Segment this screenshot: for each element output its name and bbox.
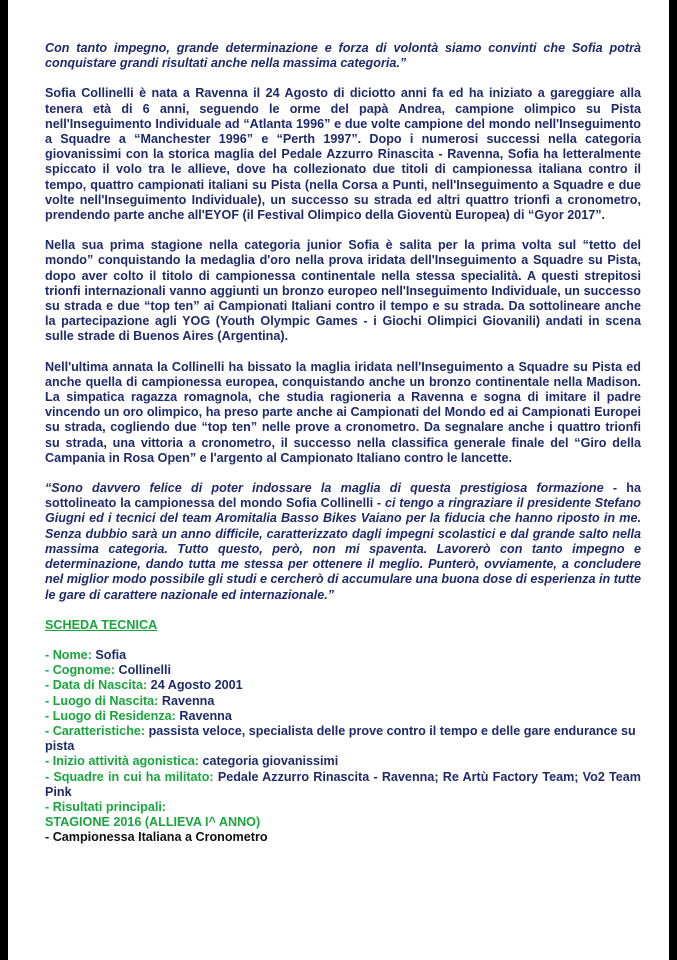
quote-part-2: ci tengo a ringraziare il presidente Stefano Giugni ed i tecnici del team Aromitalia Basso Bikes Vaiano per la fiducia che hanno riposto in me. Senza dubbio sarà un anno difficile, caratterizzato dagli impegni scolastici e dal grande salto nella massima categoria. Tutto questo, però, non mi spaventa. Lavorerò con tanto impegno e determinazione, dando tutta me stessa per ottenere il meglio. Punterò, ovviamente, a concludere nel miglior modo possibile gli studi e cercherò di accumulare una buona dose di esperienza in tutte le gare di carattere nazionale ed internazionale.” — [45, 496, 641, 602]
sheet-value: 24 Agosto 2001 — [147, 678, 243, 693]
athlete-quote — [45, 481, 641, 603]
sheet-value: passista veloce, specialista delle prove contro il tempo e delle gare endurance su pista — [45, 723, 636, 754]
sheet-label: - Inizio attività agonistica: — [45, 754, 199, 769]
sheet-label: - Caratteristiche: — [45, 723, 146, 738]
sheet-row-residence — [45, 709, 641, 724]
sheet-row-results — [45, 800, 641, 815]
paragraph-junior-season: Nella sua prima stagione nella categoria junior Sofia è salita per la prima volta sul “tetto del mondo” conquistando la medaglia d'oro nella prova iridata dell'Inseguimento a Squadre su Pista, dopo aver colto il titolo di campionessa continentale nella stessa specialità. A questi strepitosi trionfi internazionali vanno aggiunti un bronzo europeo nell'Inseguimento Individuale, un successo su strada e due “top ten” ai Campionati Italiani contro il tempo e su strada. Da sottolineare anche la partecipazione agli YOG (Youth Olympic Games - i Giochi Olimpici Giovanili) andati in scena sulle strade di Buenos Aires (Argentina). — [45, 238, 641, 344]
sheet-value: categoria giovanissimi — [198, 754, 339, 769]
sheet-row-characteristics — [45, 724, 641, 754]
technical-sheet-title: SCHEDA TECNICA — [45, 617, 158, 632]
sheet-label: - Luogo di Nascita: — [45, 693, 159, 708]
quote-attribution: ha sottolineato la campionessa del mondo Sofia Collinelli - — [45, 481, 641, 511]
sheet-label: - Data di Nascita: — [45, 678, 148, 693]
sheet-label: - Risultati principali: — [45, 799, 167, 814]
paragraph-biography: Sofia Collinelli è nata a Ravenna il 24 Agosto di diciotto anni fa ed ha iniziato a gareggiare alla tenera età di 6 anni, seguendo le orme del papà Andrea, campione olimpico su Pista nell'Inseguimento Individuale ad “Atlanta 1996” e due volte campione del mondo nell'Inseguimento a Squadre a “Manchester 1996” e “Perth 1997”. Dopo i numerosi successi nella categoria giovanissimi con la storica maglia del Pedale Azzurro Rinascita - Ravenna, Sofia ha letteralmente spiccato il volo tra le allieve, dove ha collezionato due titoli di campionessa italiana contro il tempo, quattro campionati italiani su Pista (nella Corsa a Punti, nell'Inseguimento a Squadre e due volte nell'Inseguimento Individuale), un successo su strada ed altri quattro trionfi a cronometro, prendendo parte anche all'EYOF (il Festival Olimpico della Gioventù Europea) di “Gyor 2017”. — [45, 86, 641, 223]
intro-quote-ending: Con tanto impegno, grande determinazione e forza di volontà siamo convinti che Sofia potrà conquistare grandi risultati anche nella massima categoria.” — [45, 41, 641, 71]
sheet-row-teams — [45, 770, 641, 800]
sheet-row-birthplace — [45, 694, 641, 709]
sheet-label: - Luogo di Residenza: — [45, 708, 176, 723]
sheet-row-name — [45, 648, 641, 663]
sheet-result-item: - Campionessa Italiana a Cronometro — [45, 830, 268, 845]
sheet-value: Pedale Azzurro Rinascita - Ravenna; Re Artù Factory Team; Vo2 Team Pink — [45, 769, 642, 799]
sheet-label: - Squadre in cui ha militato: — [45, 769, 214, 784]
sheet-row-start — [45, 754, 641, 769]
sheet-value: Collinelli — [114, 663, 171, 678]
document-content — [45, 41, 641, 846]
document-page — [8, 0, 669, 960]
sheet-value: Ravenna — [175, 708, 232, 723]
sheet-season-heading: STAGIONE 2016 (ALLIEVA I^ ANNO) — [45, 815, 261, 830]
technical-sheet — [45, 618, 641, 846]
sheet-value: Sofia — [91, 647, 127, 662]
sheet-value: Ravenna — [158, 693, 215, 708]
sheet-label: - Cognome: — [45, 663, 115, 678]
sheet-row-surname — [45, 663, 641, 678]
sheet-label: - Nome: — [45, 647, 92, 662]
paragraph-last-season: Nell'ultima annata la Collinelli ha bissato la maglia iridata nell'Inseguimento a Squadre su Pista ed anche quella di campionessa europea, conquistando anche un bronzo continentale nella Madison. La simpatica ragazza romagnola, che studia ragioneria a Ravenna e sogna di imitare il padre vincendo un oro olimpico, ha preso parte anche ai Campionati del Mondo ed ai Campionati Europei su strada, cogliendo due “top ten” nelle prove a cronometro. Da segnalare anche i quattro trionfi su strada, una vittoria a cronometro, il successo nella classifica generale finale del “Giro della Campania in Rosa Open” e l'argento al Campionato Italiano contro le lancette. — [45, 359, 641, 465]
sheet-row-birthdate — [45, 678, 641, 693]
quote-part-1: “Sono davvero felice di poter indossare la maglia di questa prestigiosa formazione - — [45, 481, 618, 496]
